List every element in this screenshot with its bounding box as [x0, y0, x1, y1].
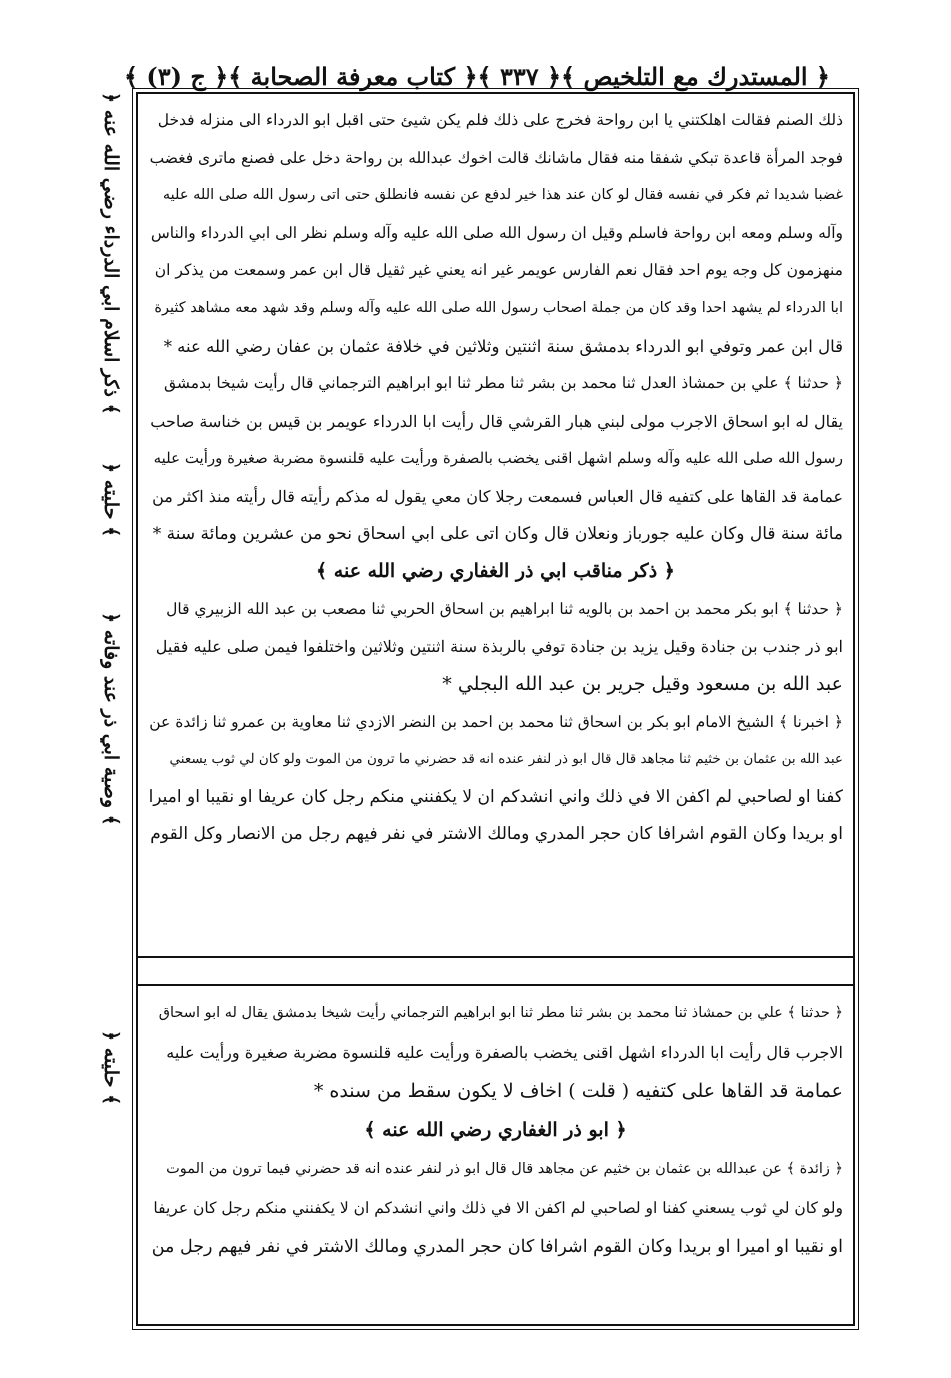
text-line: مائة سنة قال وكان عليه جورباز ونعلان قال وكان اتى على ابي اسحاق نحو من عشرين ومائة سنة *	[152, 523, 843, 544]
text-line: ذلك الصنم فقالت اهلكتني يا ابن رواحة فخرج على ذلك فلم يكن شيئ حتى اقبل ابو الدرداء الى منزله فدخل	[157, 111, 843, 129]
text-line: عمامة قد القاها على كتفيه قال العباس فسمعت رجلا كان معي يقول له مذكم رأيته قال رأيته منذ اكثر من	[152, 486, 843, 506]
section-heading: ﴿ ابو ذر الغفاري رضي الله عنه ﴾	[364, 1119, 627, 1141]
section-heading: ﴿ ذكر مناقب ابي ذر الغفاري رضي الله عنه ﴾	[316, 560, 675, 583]
text-line: ﴿ حدثنا ﴾ علي بن حمشاذ ثنا محمد بن بشر ثنا مطر ثنا ابو ابراهيم الترجماني رأيت شيخا بدمشق يقال له ابو اسحاق	[158, 1005, 843, 1021]
text-line: ﴿ حدثنا ﴾ ابو بكر محمد بن احمد بن بالويه ثنا ابراهيم بن اسحاق الحربي ثنا مصعب بن عبد الله الزبيري قال	[166, 599, 843, 618]
text-line: عبد الله بن عثمان بن خثيم ثنا مجاهد قال قال ابو ذر لنفر عنده انه قد حضرني ما ترون من الموت ولو كان لي ثوب يسعني	[169, 751, 843, 768]
text-line: او نقيبا او اميرا او بريدا وكان القوم اشرافا كان حجر المدري ومالك الاشتر في نفر فيهم رجل من	[151, 1237, 843, 1257]
chapter-title: ﴿ كتاب معرفة الصحابة ﴾	[228, 61, 478, 91]
divider-rule	[138, 984, 853, 986]
text-line: ﴿ حدثنا ﴾ علي بن حمشاذ العدل ثنا محمد بن بشر ثنا مطر ثنا ابو ابراهيم الترجماني قال رأيت شيخا بدمشق	[163, 374, 843, 393]
page-number: ﴿ ٣٣٧ ﴾	[477, 61, 562, 91]
margin-note-abu-dhar-will: ﴿ وصية ابي ذر عند وفاته ﴾	[100, 612, 122, 826]
text-line: يقال له ابو اسحاق الاجرب مولى لبني هبار القرشي قال رأيت ابا الدرداء عويمر بن قيس بن خناسة صاحب	[150, 411, 843, 431]
margin-note-islam-abu-darda: ﴿ ذكر اسلام ابي الدرداء رضي الله عنه ﴾	[100, 92, 122, 415]
margin-note-description-2: ﴿ حليته ﴾	[100, 1030, 122, 1106]
text-line: كفنا او لصاحبي لم اكفن الا في ذلك واني انشدكم ان لا يكفنني منكم رجل كان عريفا او نقيبا او اميرا	[148, 786, 843, 807]
text-line: رسول الله صلى الله عليه وآله وسلم اشهل اقنى يخضب بالصفرة ورأيت عليه قلنسوة مضربة صغيرة ورأيت عليه	[153, 449, 843, 468]
text-line: غضبا شديدا ثم فكر في نفسه فقال لو كان عند هذا خير لدفع عن نفسه فانطلق حتى اتى رسول الله صلى الله عليه	[162, 187, 843, 204]
text-line: وآله وسلم ومعه ابن رواحة فاسلم وقيل ان رسول الله صلى الله عليه وآله وسلم نظر الى ابي الدرداء والناس	[150, 223, 843, 242]
text-line: فوجد المرأة قاعدة تبكي شفقا منه فقال ماشانك قالت اخوك عبدالله بن رواحة دخل على فصنع ماترى فغضب	[149, 148, 843, 167]
text-line: او بريدا وكان القوم اشرافا كان حجر المدري ومالك الاشتر في نفر فيهم رجل من الانصار وكل القوم	[150, 824, 843, 845]
book-title: ﴿ المستدرك مع التلخيص ﴾	[561, 61, 830, 91]
text-line: ﴿ زائدة ﴾ عن عبدالله بن عثمان بن خثيم عن مجاهد قال قال ابو ذر لنفر عنده انه قد حضرني فيما ترون من الموت	[166, 1161, 843, 1177]
text-line: ولو كان لي ثوب يسعني كفنا او لصاحبي لم اكفن الا في ذلك واني انشدكم ان لا يكفنني منكم رجل كان عريفا	[153, 1199, 843, 1217]
summary-text-block	[148, 994, 843, 1267]
text-line: ﴿ اخبرنا ﴾ الشيخ الامام ابو بكر بن اسحاق ثنا محمد بن احمد بن النضر الازدي ثنا معاوية بن عمرو ثنا زائدة عن	[149, 712, 843, 731]
divider-rule	[138, 956, 853, 958]
text-line: قال ابن عمر وتوفي ابو الدرداء بدمشق سنة اثنتين وثلاثين في خلافة عثمان بن عفان رضي الله عنه *	[163, 336, 843, 356]
main-text-block	[148, 102, 843, 854]
text-line: عبد الله بن مسعود وقيل جرير بن عبد الله البجلي *	[442, 672, 843, 695]
margin-note-description-1: ﴿ حليته ﴾	[100, 462, 122, 538]
text-frame	[136, 92, 855, 1326]
volume-number: ﴿ ج (٣) ﴾	[123, 61, 229, 91]
text-line: ابو ذر جندب بن جنادة وقيل يزيد بن جنادة توفي بالربذة سنة اثنتين وثلاثين واختلفوا فيمن صلى عليه فقيل	[155, 637, 843, 657]
text-line: ابا الدرداء لم يشهد احدا وقد كان من جملة اصحاب رسول الله صلى الله عليه وآله وسلم وقد شهد معه مشاهد كثيرة	[154, 299, 843, 316]
text-line: الاجرب قال رأيت ابا الدرداء اشهل اقنى يخضب بالصفرة ورأيت عليه قلنسوة مضربة صغيرة ورأيت عليه	[166, 1043, 843, 1062]
text-line: منهزمون كل وجه يوم احد فقال نعم الفارس عويمر غير انه يعني غير ثقيل قال ابن عمر وسمعت من يذكر ان	[154, 261, 843, 280]
text-line: عمامة قد القاها على كتفيه ( قلت ) اخاف لا يكون سقط من سنده *	[313, 1080, 843, 1102]
